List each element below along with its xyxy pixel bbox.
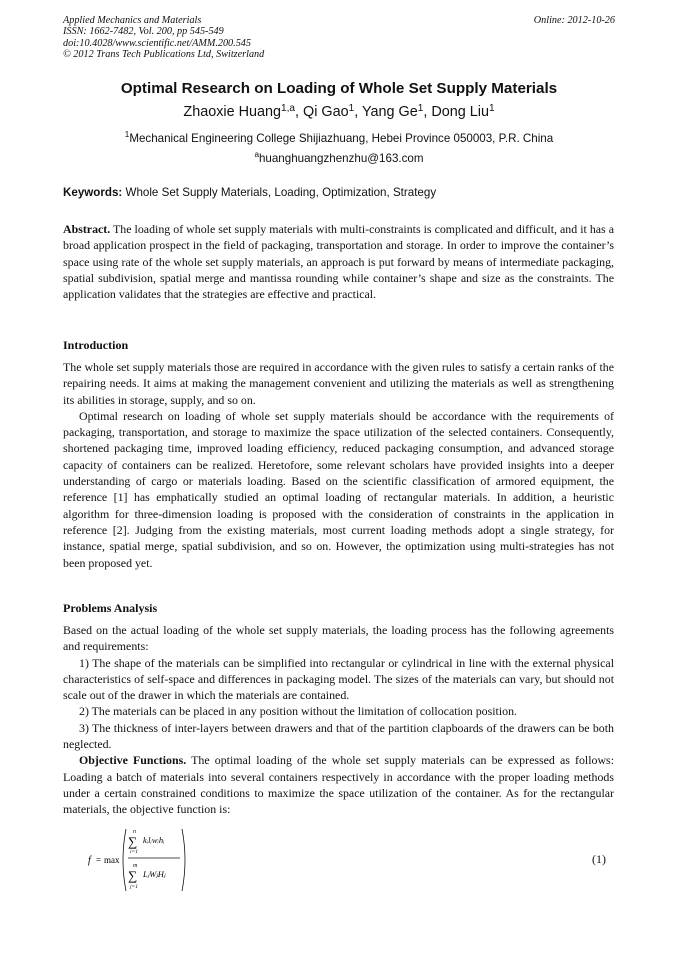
author-list: Zhaoxie Huang$^{1,a}$, Qi Gao$^1$, Yang Ge$^1$, Dong Liu$^1$ [183, 103, 495, 120]
assumption-1: 1) The shape of the materials can be simplified into rectangular or cylindrical in line with the external physical characteristics of self-space and differences in packaging model. The sizes of the materials can vary, but should not scale out of the drawer in which the materials are contained. [63, 655, 614, 703]
eq-den-sigma: ∑ [128, 868, 138, 883]
journal-name: Applied Mechanics and Materials [63, 15, 202, 26]
eq-right-paren [182, 829, 185, 891]
eq-left-paren [123, 829, 126, 891]
abstract-label: Abstract. [63, 222, 111, 236]
assumption-2: 2) The materials can be placed in any position without the limitation of collocation position. [79, 704, 517, 719]
email [0, 152, 678, 165]
equation-number: (1) [592, 852, 606, 866]
eq-num-expr: kᵢlᵢwᵢhᵢ [143, 835, 165, 845]
author-superscript: 1,a [281, 103, 296, 114]
author-name: Zhaoxie Huang [183, 104, 282, 120]
doi-line: doi:10.4028/www.scientific.net/AMM.200.545 [63, 37, 251, 49]
journal-header [63, 15, 615, 60]
keywords [63, 186, 623, 199]
eq-num-sigma: ∑ [128, 834, 138, 849]
keywords-label: Keywords: [63, 186, 123, 199]
problems-body [63, 622, 614, 818]
eq-equals: = [96, 855, 102, 865]
affiliation [0, 132, 678, 145]
eq-den-sum-top: m [133, 863, 138, 869]
author-name: Qi Gao [303, 104, 349, 120]
problems-heading: Problems Analysis [63, 601, 158, 615]
eq-num-sum-top: n [133, 829, 136, 835]
email-superscript: a [254, 150, 259, 159]
introduction-heading: Introduction [63, 338, 129, 352]
copyright-line: © 2012 Trans Tech Publications Ltd, Switzerland [63, 48, 265, 60]
author-superscript: 1 [488, 103, 495, 114]
assumption-3: 3) The thickness of inter-layers between drawers and that of the partition clapboards of the drawers can be both neglected. [63, 720, 614, 752]
author-name: Dong Liu [431, 104, 489, 120]
author-superscript: 1 [348, 103, 355, 114]
objective-function-equation [88, 826, 228, 894]
introduction-paragraph: The whole set supply materials those are required in accordance with the given rules to satisfy a certain ranks of the repairing needs. It aims at making the management convenient and utilizing the materials as well as strengthening its abilities in storage, supply, and so on. [63, 360, 614, 407]
problems-paragraph: Based on the actual loading of the whole set supply materials, the loading process has the following agreements and requirements: [63, 623, 614, 654]
eq-den-expr: LⱼWⱼHⱼ [143, 869, 166, 879]
author-name: Yang Ge [362, 104, 418, 120]
keywords-text: Whole Set Supply Materials, Loading, Optimization, Strategy [125, 186, 437, 199]
eq-lhs: f [88, 855, 91, 866]
abstract-text: The loading of whole set supply materials with multi-constraints is complicated and difficult, and it has a broad application prospect in the field of packaging, transportation and storage. In order to improve the container’s space using rate of the whole set supply materials, an approach is put forward by means of intermediate packaging, spatial subdivision, spatial merge and mantissa rounding while container’s shape and size as the constraints. The application validates that the strategies are effective and practical. [63, 222, 614, 302]
introduction-body [63, 359, 614, 571]
email-text: huanghuangzhenzhu@163.com [258, 152, 424, 165]
objective-functions-text: The optimal loading of the whole set supply materials can be expressed as follows: Loading a batch of materials into several containers respectively in accordance with the proper loading methods under a certain constrained conditions to maximize the space utilization of the container. As for the rectangular materials, the objective function is: [63, 753, 614, 817]
paper-title: Optimal Research on Loading of Whole Set Supply Materials [120, 80, 558, 97]
objective-functions-label: Objective Functions. [79, 753, 187, 768]
eq-max: max [104, 855, 120, 865]
introduction-paragraph: Optimal research on loading of whole set supply materials should be accordance with the requirements of packaging, transportation, and storage to maximize the space utilization of the selected containers. Consequently, shortened packaging time, improved loading efficiency, reduced packaging consumption, and advanced storage capacity of containers can be realized. Heretofore, some relevant scholars have provided insights into a deeper understanding of cargo or materials loading. Based on the scientific classification of armored equipment, the reference [1] has emphatically studied an optimal loading of rectangular materials. In addition, a heuristic algorithm for three-dimension loading is proposed with the consideration of constraints in the application in reference [2]. Judging from the existing materials, most current loading methods adopt a single strategy, for instance, spatial merge, spatial subdivision, and so on. However, the optimization using multi-strategies has not been proposed yet. [63, 408, 614, 570]
abstract [63, 221, 614, 302]
online-date: Online: 2012-10-26 [533, 15, 615, 26]
author-superscript: 1 [417, 103, 424, 114]
eq-den-sum-bottom: j=1 [130, 884, 138, 890]
issn-line: ISSN: 1662-7482, Vol. 200, pp 545-549 [63, 26, 224, 38]
eq-num-sum-bottom: i=1 [130, 849, 138, 855]
affiliation-superscript: 1 [124, 130, 130, 139]
affiliation-text: Mechanical Engineering College Shijiazhuang, Hebei Province 050003, P.R. China [129, 132, 554, 145]
